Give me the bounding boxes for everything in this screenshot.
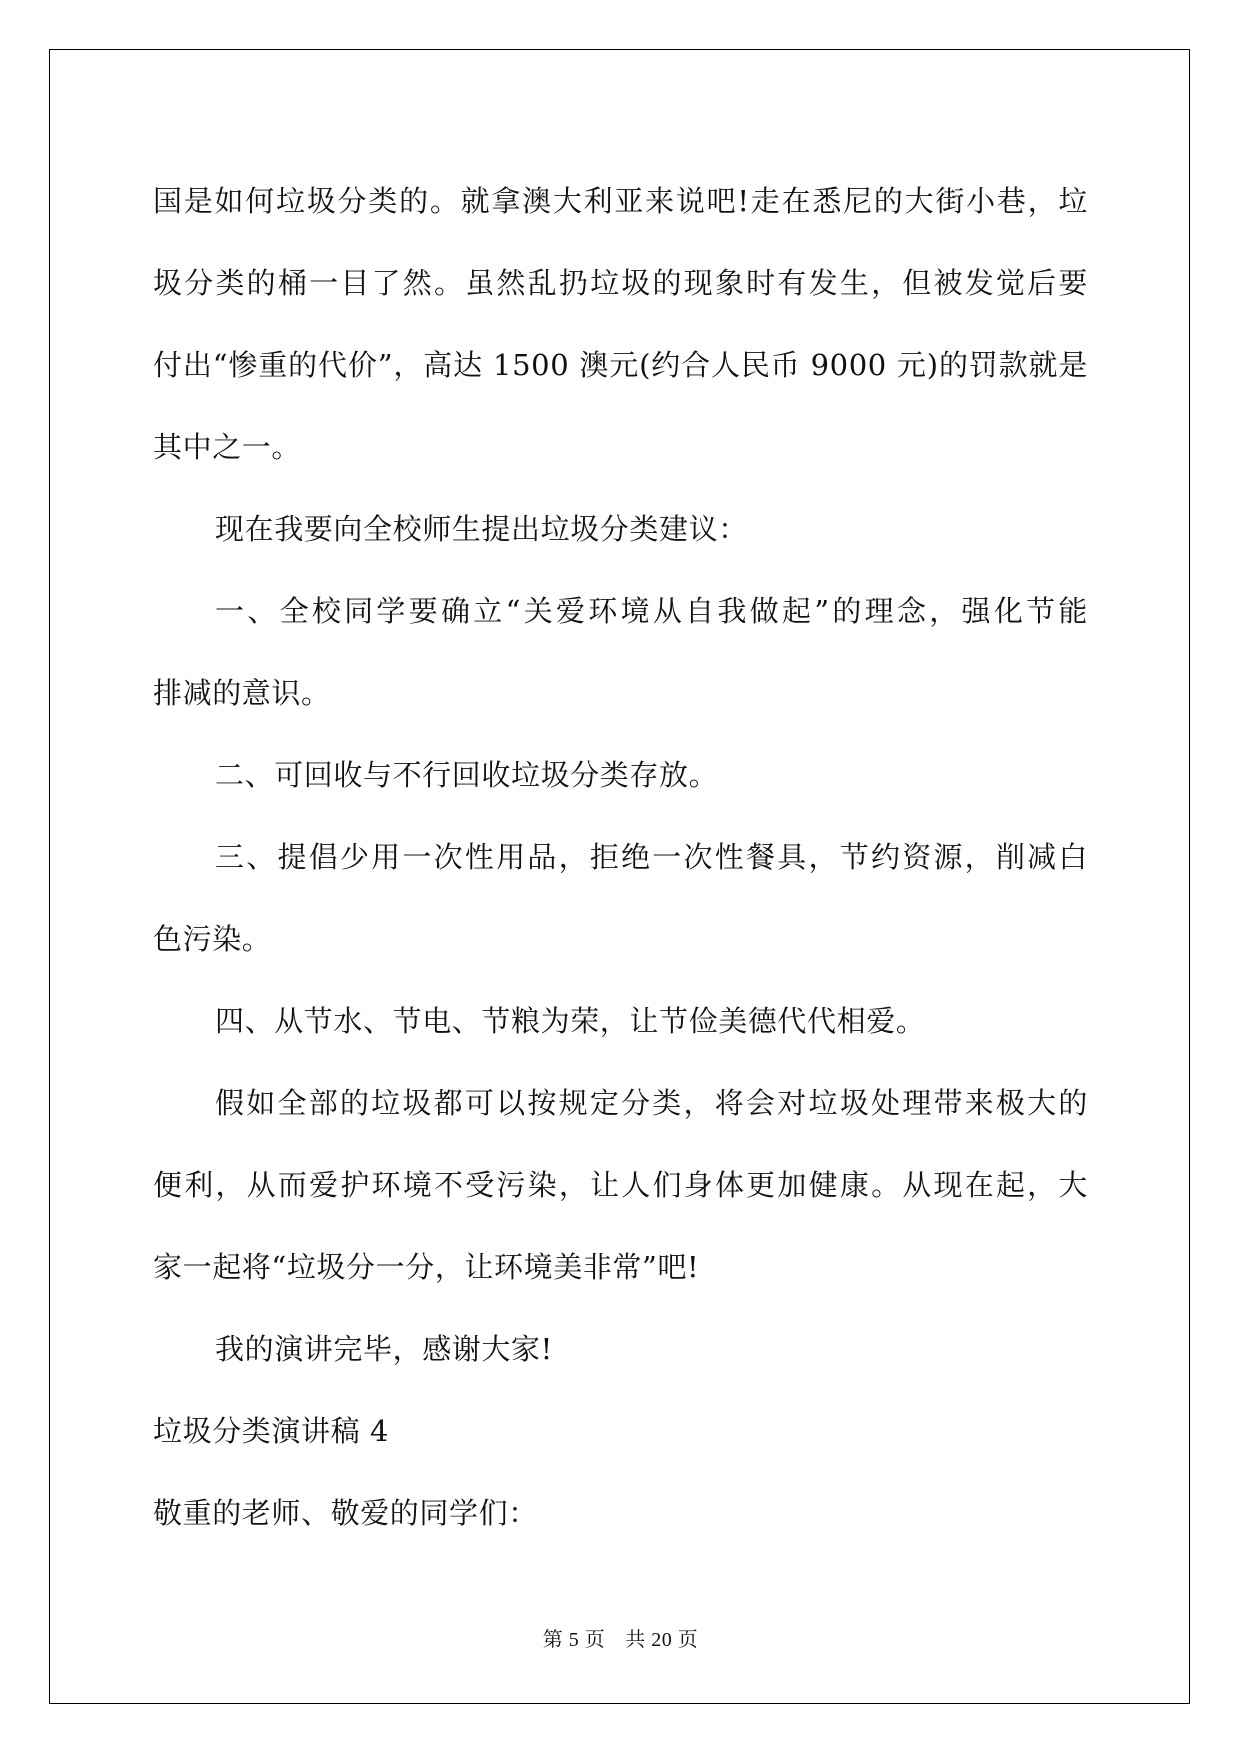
text-line: 我的演讲完毕，感谢大家!	[215, 1332, 553, 1366]
section-heading: 垃圾分类演讲稿 4	[153, 1414, 390, 1448]
text-line: 排减的意识。	[153, 676, 331, 710]
text-line: 家一起将“垃圾分一分，让环境美非常”吧!	[153, 1250, 700, 1284]
text-line: 三、提倡少用一次性用品，拒绝一次性餐具，节约资源，削减白	[215, 840, 1088, 874]
page-footer	[0, 1623, 1241, 1652]
text-line: 国是如何垃圾分类的。就拿澳大利亚来说吧!走在悉尼的大街小巷，垃	[153, 184, 1088, 218]
page-total: 共 20 页	[625, 1629, 699, 1651]
document-body	[153, 160, 1088, 1554]
text-line: 便利，从而爱护环境不受污染，让人们身体更加健康。从现在起，大	[153, 1168, 1088, 1202]
text-line: 现在我要向全校师生提出垃圾分类建议：	[215, 512, 748, 546]
text-line: 假如全部的垃圾都可以按规定分类，将会对垃圾处理带来极大的	[215, 1086, 1088, 1120]
page-number: 第 5 页	[542, 1629, 606, 1651]
text-line: 色污染。	[153, 922, 272, 956]
text-line: 二、可回收与不行回收垃圾分类存放。	[215, 758, 719, 792]
text-line: 一、全校同学要确立“关爱环境从自我做起”的理念，强化节能	[215, 594, 1088, 628]
salutation: 敬重的老师、敬爱的同学们：	[153, 1496, 538, 1530]
text-line: 四、从节水、节电、节粮为荣，让节俭美德代代相爱。	[215, 1004, 926, 1038]
text-line: 付出“惨重的代价”，高达 1500 澳元(约合人民币 9000 元)的罚款就是	[153, 348, 1088, 382]
text-line: 圾分类的桶一目了然。虽然乱扔垃圾的现象时有发生，但被发觉后要	[153, 266, 1088, 300]
text-line: 其中之一。	[153, 430, 302, 464]
